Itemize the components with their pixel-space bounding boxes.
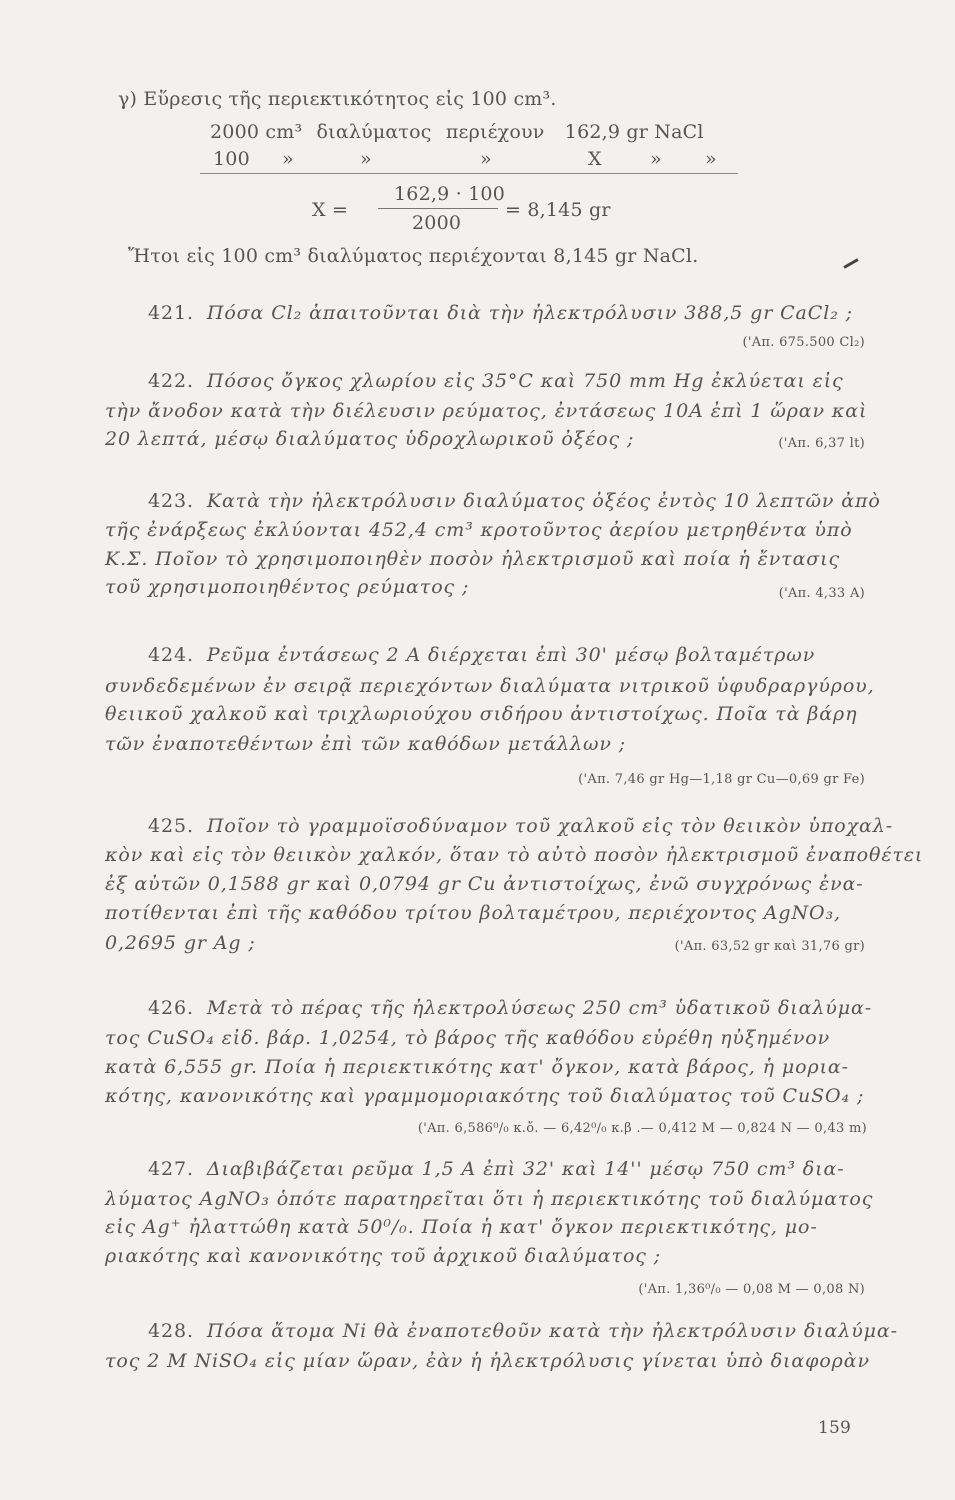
row2-ditto-2: »: [360, 148, 372, 170]
problem-424-line-3: θειικοῦ χαλκοῦ καὶ τριχλωριούχου σιδήρου ἀντιστοίχως. Ποῖα τὰ βάρη: [105, 703, 858, 725]
problem-text: Διαβιβάζεται ρεῦμα 1,5 A ἐπὶ 32' καὶ 14'' μέσῳ 750 cm³ δια-: [206, 1158, 845, 1180]
problem-423-line-2: τῆς ἐνάρξεως ἐκλύονται 452,4 cm³ κροτοῦντος ἀερίου μετρηθέντα ὑπὸ: [105, 519, 853, 541]
problem-number: 425.: [148, 815, 194, 837]
problem-424-answer: ('Απ. 7,46 gr Hg—1,18 gr Cu—0,69 gr Fe): [578, 772, 865, 787]
row2-ditto-4: »: [650, 148, 662, 170]
problem-422-line-2: τὴν ἄνοδον κατὰ τὴν διέλευσιν ρεύματος, ἐντάσεως 10A ἐπὶ 1 ὥραν καὶ: [105, 400, 868, 422]
problem-422-line-3: 20 λεπτά, μέσῳ διαλύματος ὑδροχλωρικοῦ ὀξέος ;: [105, 428, 635, 450]
row2-x: X: [588, 148, 602, 170]
problem-426-line-1: [148, 997, 872, 1019]
section-heading: γ) Εὕρεσις τῆς περιεκτικότητος εἰς 100 cm³.: [118, 88, 557, 110]
formula-lhs: X =: [312, 199, 349, 221]
ink-mark: [843, 258, 858, 269]
problem-424-line-2: συνδεδεμένων ἐν σειρᾷ περιεχόντων διαλύματα νιτρικοῦ ὑφυδραργύρου,: [105, 675, 875, 697]
problem-422-line-1: [148, 370, 844, 392]
problem-426-answer: ('Απ. 6,586⁰/₀ κ.ὄ. — 6,42⁰/₀ κ.β .— 0,412 M — 0,824 N — 0,43 m): [417, 1121, 867, 1136]
problem-425-line-1: [148, 815, 893, 837]
problem-text: Μετὰ τὸ πέρας τῆς ἠλεκτρολύσεως 250 cm³ ὑδατικοῦ διαλύμα-: [206, 997, 873, 1019]
problem-427-line-4: ριακότης καὶ κανονικότης τοῦ ἀρχικοῦ διαλύματος ;: [105, 1245, 662, 1267]
problem-423-line-4: τοῦ χρησιμοποιηθέντος ρεύματος ;: [105, 576, 470, 598]
problem-423-line-1: [148, 490, 881, 512]
problem-423-line-3: Κ.Σ. Ποῖον τὸ χρησιμοποιηθὲν ποσὸν ἠλεκτρισμοῦ καὶ ποία ἡ ἔντασις: [105, 548, 841, 570]
proportion-rule: [200, 173, 738, 174]
problem-text: Κατὰ τὴν ἠλεκτρόλυσιν διαλύματος ὀξέος ἐντὸς 10 λεπτῶν ἀπὸ: [206, 490, 881, 512]
problem-424-line-1: [148, 644, 815, 666]
problem-text: Ποῖον τὸ γραμμοϊσοδύναμον τοῦ χαλκοῦ εἰς τὸν θειικὸν ὑποχαλ-: [206, 815, 894, 837]
problem-425-line-2: κὸν καὶ εἰς τὸν θειικὸν χαλκόν, ὅταν τὸ αὐτὸ ποσὸν ἠλεκτρισμοῦ ἐναποθέτει: [105, 844, 924, 866]
problem-427-line-2: λύματος AgNO₃ ὁπότε παρατηρεῖται ὅτι ἡ περιεκτικότης τοῦ διαλύματος: [105, 1188, 874, 1210]
problem-421-line-1: [148, 302, 853, 324]
problem-text: Πόσος ὄγκος χλωρίου εἰς 35°C καὶ 750 mm Hg ἐκλύεται εἰς: [206, 370, 844, 392]
problem-425-line-3: ἐξ αὐτῶν 0,1588 gr καὶ 0,0794 gr Cu ἀντιστοίχως, ἐνῶ συγχρόνως ἐνα-: [105, 873, 864, 895]
page-number: 159: [818, 1418, 852, 1438]
problem-number: 427.: [148, 1158, 194, 1180]
problem-428-line-2: τος 2 M NiSO₄ εἰς μίαν ὥραν, ἐὰν ἡ ἠλεκτρόλυσις γίνεται ὑπὸ διαφορὰν: [105, 1350, 870, 1372]
problem-425-line-4: ποτίθενται ἐπὶ τῆς καθόδου τρίτου βολταμέτρου, περιέχοντος AgNO₃,: [105, 902, 841, 924]
problem-number: 424.: [148, 644, 194, 666]
problem-426-line-2: τος CuSO₄ εἰδ. βάρ. 1,0254, τὸ βάρος τῆς καθόδου εὑρέθη ηὐξημένον: [105, 1027, 831, 1049]
problem-427-answer: ('Απ. 1,36⁰/₀ — 0,08 M — 0,08 N): [638, 1282, 865, 1297]
problem-427-line-1: [148, 1158, 845, 1180]
conclusion: Ἤτοι εἰς 100 cm³ διαλύματος περιέχονται 8,145 gr NaCl.: [128, 245, 699, 267]
problem-426-line-3: κατὰ 6,555 gr. Ποία ἡ περιεκτικότης κατ' ὄγκον, κατὰ βάρος, ἡ μορια-: [105, 1056, 849, 1078]
problem-number: 423.: [148, 490, 194, 512]
row2-ditto-1: »: [282, 148, 294, 170]
problem-number: 422.: [148, 370, 194, 392]
formula-denominator: 2000: [412, 212, 462, 234]
row1-mass: 162,9 gr NaCl: [564, 121, 704, 143]
problem-number: 428.: [148, 1320, 194, 1342]
problem-426-line-4: κότης, κανονικότης καὶ γραμμομοριακότης τοῦ διαλύματος τοῦ CuSO₄ ;: [105, 1085, 865, 1107]
problem-text: Ρεῦμα ἐντάσεως 2 A διέρχεται ἐπὶ 30' μέσῳ βολταμέτρων: [206, 644, 816, 666]
problem-text: Πόσα Cl₂ ἀπαιτοῦνται διὰ τὴν ἠλεκτρόλυσιν 388,5 gr CaCl₂ ;: [206, 302, 853, 324]
row1-verb: περιέχουν: [445, 121, 545, 143]
problem-428-line-1: [148, 1320, 898, 1342]
problem-number: 426.: [148, 997, 194, 1019]
row2-ditto-3: »: [480, 148, 492, 170]
formula-fraction-bar: [378, 208, 498, 209]
formula-result: = 8,145 gr: [505, 199, 611, 221]
problem-423-answer: ('Απ. 4,33 A): [778, 586, 865, 601]
problem-427-line-3: εἰς Ag⁺ ἠλαττώθη κατὰ 50⁰/₀. Ποία ἡ κατ' ὄγκον περιεκτικότης, μο-: [105, 1216, 818, 1238]
formula-numerator: 162,9 · 100: [394, 183, 505, 205]
problem-422-answer: ('Απ. 6,37 lt): [778, 436, 865, 451]
problem-425-answer: ('Απ. 63,52 gr καὶ 31,76 gr): [674, 939, 865, 954]
problem-424-line-4: τῶν ἐναποτεθέντων ἐπὶ τῶν καθόδων μετάλλων ;: [105, 733, 627, 755]
problem-text: Πόσα ἄτομα Ni θὰ ἐναποτεθοῦν κατὰ τὴν ἠλεκτρόλυσιν διαλύμα-: [206, 1320, 898, 1342]
row1-volume: 2000 cm³: [210, 121, 303, 143]
row2-volume: 100: [213, 148, 250, 170]
problem-421-answer: ('Απ. 675.500 Cl₂): [742, 335, 865, 350]
proportion-row-1: [210, 121, 704, 143]
row2-ditto-5: »: [705, 148, 717, 170]
problem-number: 421.: [148, 302, 194, 324]
problem-425-line-5: 0,2695 gr Ag ;: [105, 932, 256, 954]
row1-word: διαλύματος: [316, 121, 432, 143]
